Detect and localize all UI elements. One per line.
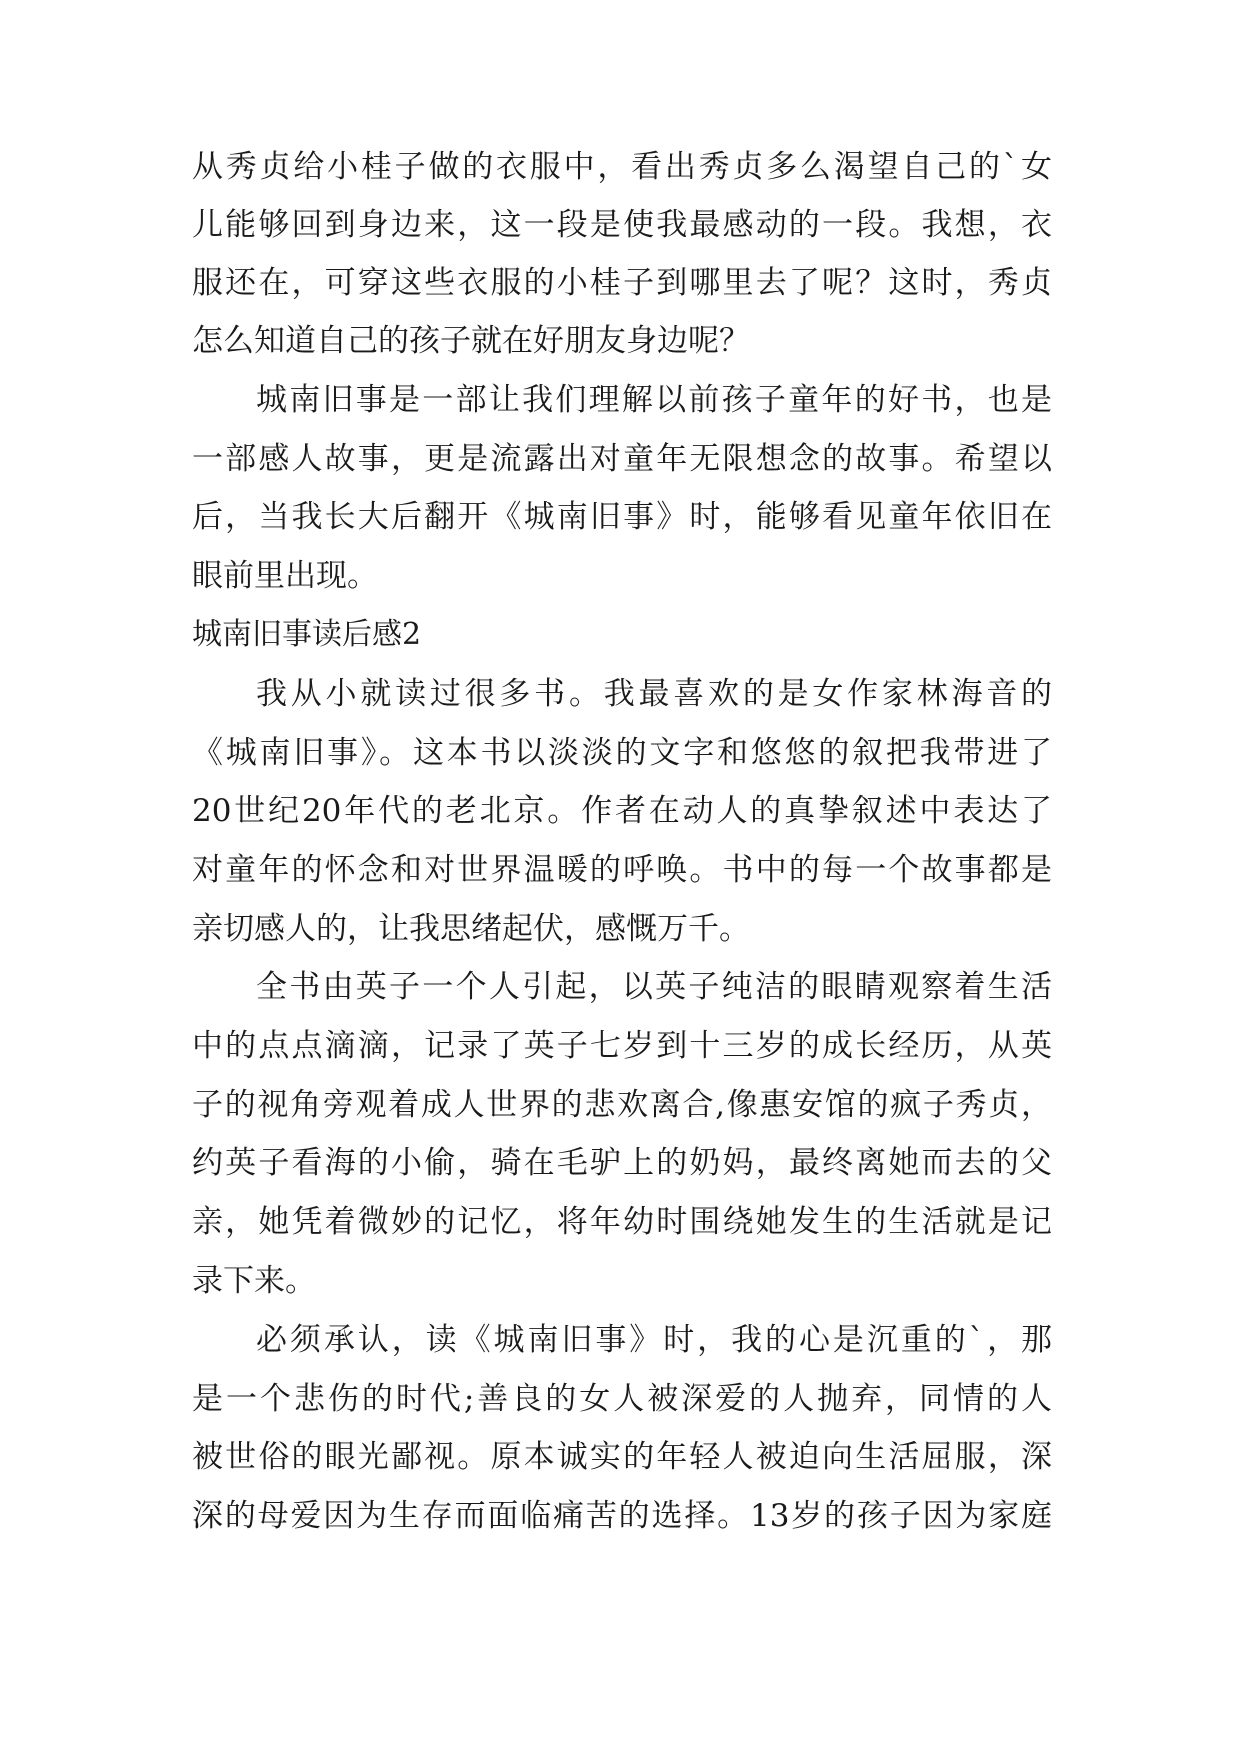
text-line: 录下来。 xyxy=(192,1263,316,1299)
paragraph-first-line: 必须承认，读《城南旧事》时，我的心是沉重的`，那 xyxy=(256,1322,1052,1358)
text-line: 被世俗的眼光鄙视。原本诚实的年轻人被迫向生活屈服，深 xyxy=(192,1439,1052,1475)
text-line: 一部感人故事，更是流露出对童年无限想念的故事。希望以 xyxy=(192,441,1052,477)
text-line: 20世纪20年代的老北京。作者在动人的真挚叙述中表达了 xyxy=(192,793,1052,829)
text-line: 子的视角旁观着成人世界的悲欢离合,像惠安馆的疯子秀贞， xyxy=(192,1087,1052,1123)
text-line: 亲切感人的，让我思绪起伏，感慨万千。 xyxy=(192,911,750,947)
text-line: 眼前里出现。 xyxy=(192,558,378,594)
text-line: 后，当我长大后翻开《城南旧事》时，能够看见童年依旧在 xyxy=(192,499,1052,535)
text-line: 儿能够回到身边来，这一段是使我最感动的一段。我想，衣 xyxy=(192,207,1052,243)
text-line: 约英子看海的小偷，骑在毛驴上的奶妈，最终离她而去的父 xyxy=(192,1145,1052,1181)
text-line: 深的母爱因为生存而面临痛苦的选择。13岁的孩子因为家庭 xyxy=(192,1498,1052,1534)
text-line: 服还在，可穿这些衣服的小桂子到哪里去了呢？这时，秀贞 xyxy=(192,265,1052,301)
paragraph-first-line: 全书由英子一个人引起，以英子纯洁的眼睛观察着生活 xyxy=(256,969,1052,1005)
paragraph-first-line: 我从小就读过很多书。我最喜欢的是女作家林海音的 xyxy=(256,676,1052,712)
paragraph-first-line: 城南旧事是一部让我们理解以前孩子童年的好书，也是 xyxy=(256,382,1052,418)
text-line: 中的点点滴滴，记录了英子七岁到十三岁的成长经历，从英 xyxy=(192,1028,1052,1064)
text-line: 从秀贞给小桂子做的衣服中，看出秀贞多么渴望自己的`女 xyxy=(192,149,1052,185)
text-line: 怎么知道自己的孩子就在好朋友身边呢？ xyxy=(192,323,750,359)
text-line: 亲，她凭着微妙的记忆，将年幼时围绕她发生的生活就是记 xyxy=(192,1204,1052,1240)
text-line: 《城南旧事》。这本书以淡淡的文字和悠悠的叙把我带进了 xyxy=(192,735,1052,771)
section-heading: 城南旧事读后感2 xyxy=(192,617,422,652)
text-line: 是一个悲伤的时代;善良的女人被深爱的人抛弃，同情的人 xyxy=(192,1381,1052,1417)
text-line: 对童年的怀念和对世界温暖的呼唤。书中的每一个故事都是 xyxy=(192,852,1052,888)
